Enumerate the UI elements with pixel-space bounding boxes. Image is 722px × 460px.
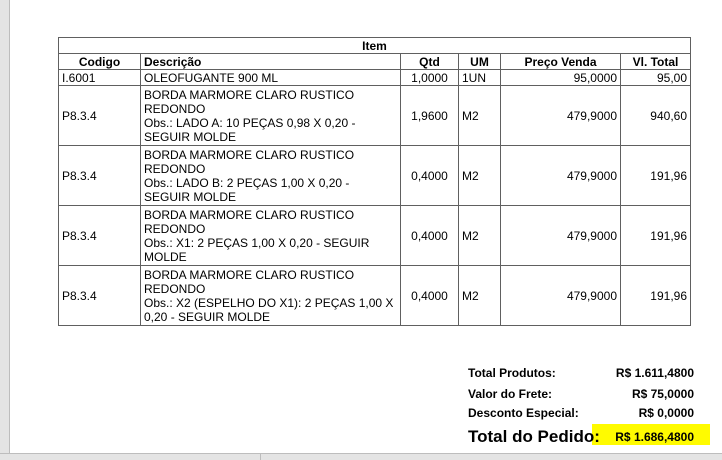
desc-line: BORDA MARMORE CLARO RUSTICO <box>144 207 355 222</box>
total-pedido-label: Total do Pedido: <box>468 427 600 446</box>
table-row <box>59 146 691 206</box>
desc-line: MOLDE <box>144 249 187 264</box>
item-group-header: Item <box>59 38 691 54</box>
desc-line: OLEOFUGANTE 900 ML <box>144 70 279 85</box>
desc-line: REDONDO <box>144 221 206 236</box>
column-header-row <box>59 54 691 70</box>
table-row <box>59 86 691 146</box>
total-produtos-value: R$ 1.611,4800 <box>615 366 694 380</box>
cell-preco: 479,9000 <box>501 86 621 146</box>
table-row <box>59 70 691 86</box>
desc-line: REDONDO <box>144 281 206 296</box>
col-header-total: Vl. Total <box>621 54 691 70</box>
cell-preco: 479,9000 <box>501 146 621 206</box>
desconto-especial-value: R$ 0,0000 <box>638 406 694 420</box>
desc-line: BORDA MARMORE CLARO RUSTICO <box>144 267 355 282</box>
cell-descricao <box>141 86 401 146</box>
valor-frete-value: R$ 75,0000 <box>631 387 694 401</box>
cell-total: 191,96 <box>621 206 691 266</box>
viewer-divider <box>260 454 261 460</box>
total-produtos-row <box>468 366 694 382</box>
total-pedido-value: R$ 1.686,4800 <box>615 430 694 444</box>
cell-codigo: P8.3.4 <box>59 146 141 206</box>
cell-descricao <box>141 70 401 86</box>
cell-um: M2 <box>459 86 501 146</box>
col-header-qtd: Qtd <box>401 54 459 70</box>
col-header-um: UM <box>459 54 501 70</box>
viewer-left-edge <box>0 0 10 459</box>
desconto-especial-label: Desconto Especial: <box>468 406 579 420</box>
cell-preco: 479,9000 <box>501 266 621 326</box>
total-produtos-label: Total Produtos: <box>468 366 556 380</box>
col-header-preco: Preço Venda <box>501 54 621 70</box>
order-items-table <box>58 37 691 326</box>
desc-line: BORDA MARMORE CLARO RUSTICO <box>144 87 355 102</box>
cell-descricao <box>141 266 401 326</box>
desc-line: Obs.: X2 (ESPELHO DO X1): 2 PEÇAS 1,00 X <box>144 295 394 310</box>
cell-codigo: P8.3.4 <box>59 266 141 326</box>
cell-descricao <box>141 206 401 266</box>
cell-total: 191,96 <box>621 266 691 326</box>
cell-um: M2 <box>459 146 501 206</box>
valor-frete-row <box>468 387 694 403</box>
cell-um: 1UN <box>459 70 501 86</box>
cell-um: M2 <box>459 266 501 326</box>
desc-line: Obs.: X1: 2 PEÇAS 1,00 X 0,20 - SEGUIR <box>144 235 370 250</box>
cell-codigo: I.6001 <box>59 70 141 86</box>
cell-codigo: P8.3.4 <box>59 206 141 266</box>
desc-line: Obs.: LADO B: 2 PEÇAS 1,00 X 0,20 - <box>144 175 350 190</box>
cell-codigo: P8.3.4 <box>59 86 141 146</box>
cell-total: 191,96 <box>621 146 691 206</box>
desc-line: BORDA MARMORE CLARO RUSTICO <box>144 147 355 162</box>
desc-line: SEGUIR MOLDE <box>144 189 237 204</box>
desc-line: REDONDO <box>144 101 206 116</box>
cell-total: 95,00 <box>621 70 691 86</box>
cell-um: M2 <box>459 206 501 266</box>
cell-qtd: 1,0000 <box>401 70 459 86</box>
desc-line: REDONDO <box>144 161 206 176</box>
cell-qtd: 0,4000 <box>401 206 459 266</box>
desc-line: Obs.: LADO A: 10 PEÇAS 0,98 X 0,20 - <box>144 115 356 130</box>
cell-preco: 479,9000 <box>501 206 621 266</box>
cell-qtd: 0,4000 <box>401 266 459 326</box>
cell-qtd: 1,9600 <box>401 86 459 146</box>
desconto-especial-row <box>468 406 694 422</box>
table-row <box>59 206 691 266</box>
cell-total: 940,60 <box>621 86 691 146</box>
valor-frete-label: Valor do Frete: <box>468 387 553 401</box>
table-row <box>59 266 691 326</box>
col-header-descricao: Descrição <box>141 54 401 70</box>
col-header-codigo: Codigo <box>59 54 141 70</box>
cell-qtd: 0,4000 <box>401 146 459 206</box>
total-pedido-row <box>468 427 694 447</box>
desc-line: 0,20 - SEGUIR MOLDE <box>144 309 271 324</box>
cell-descricao <box>141 146 401 206</box>
desc-line: SEGUIR MOLDE <box>144 129 237 144</box>
cell-preco: 95,0000 <box>501 70 621 86</box>
